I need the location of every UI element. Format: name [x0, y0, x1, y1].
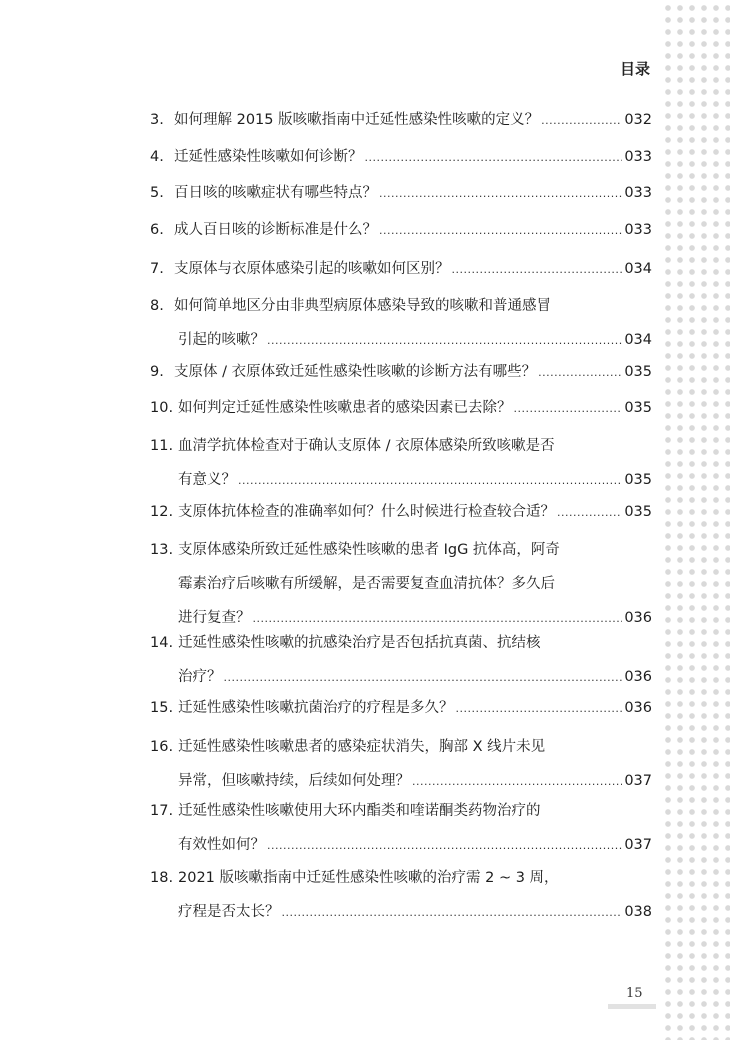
dot-leader — [452, 261, 623, 279]
dot-leader — [456, 700, 623, 718]
page-header-title: 目录 — [619, 60, 650, 78]
dot-leader — [514, 400, 623, 418]
dot-leader — [224, 669, 623, 687]
dot-leader — [238, 472, 622, 490]
toc-entry-title: 霉素治疗后咳嗽有所缓解，是否需要复查血清抗体？多久后 — [178, 576, 555, 592]
toc-entry-number: 8. — [150, 298, 164, 314]
toc-entry-number: 6. — [150, 222, 164, 238]
toc-entry-page: 035 — [624, 400, 652, 416]
toc-entry-title: 有意义？ — [178, 472, 236, 488]
toc-entry-page: 035 — [624, 472, 652, 488]
toc-entry-number: 16. — [150, 739, 174, 755]
toc-entry-title: 2021 版咳嗽指南中迁延性感染性咳嗽的治疗需 2 ~ 3 周， — [178, 870, 559, 886]
dot-leader — [538, 364, 622, 382]
toc-entry-number: 3. — [150, 112, 164, 128]
dot-leader — [557, 504, 622, 522]
toc-entry-number: 4. — [150, 149, 164, 165]
dot-leader — [365, 149, 623, 167]
toc-entry-number: 9. — [150, 364, 164, 380]
dot-leader — [379, 222, 622, 240]
toc-entry-title: 血清学抗体检查对于确认支原体 / 衣原体感染所致咳嗽是否 — [178, 438, 555, 454]
toc-entry-title: 迁延性感染性咳嗽使用大环内酯类和喹诺酮类药物治疗的 — [178, 803, 541, 819]
toc-entry-title: 支原体 / 衣原体致迁延性感染性咳嗽的诊断方法有哪些？ — [174, 364, 537, 380]
dot-leader — [253, 610, 623, 628]
toc-entry-page: 036 — [624, 610, 652, 626]
toc-entry-title: 迁延性感染性咳嗽如何诊断？ — [174, 149, 363, 165]
toc-entry-title: 异常，但咳嗽持续，后续如何处理？ — [178, 773, 410, 789]
dot-leader — [412, 773, 622, 791]
toc-entry-number: 14. — [150, 635, 174, 651]
toc-entry-title: 支原体抗体检查的准确率如何？什么时候进行检查较合适？ — [178, 504, 555, 520]
dot-leader — [282, 904, 623, 922]
toc-entry-title: 疗程是否太长？ — [178, 904, 280, 920]
dot-leader — [267, 332, 622, 350]
toc-entry-number: 11. — [150, 438, 174, 454]
page-number-bar — [608, 1004, 656, 1009]
toc-entry-number: 10. — [150, 400, 174, 416]
toc-entry-page: 035 — [624, 364, 652, 380]
toc-entry-page: 033 — [624, 222, 652, 238]
toc-entry-page: 037 — [624, 773, 652, 789]
toc-entry-title: 成人百日咳的诊断标准是什么？ — [174, 222, 377, 238]
toc-entry-number: 7. — [150, 261, 164, 277]
toc-entry-number: 13. — [150, 542, 174, 558]
toc-entry-number: 17. — [150, 803, 174, 819]
toc-entry-page: 033 — [624, 185, 652, 201]
toc-entry-number: 15. — [150, 700, 174, 716]
toc-entry-title: 进行复查？ — [178, 610, 251, 626]
page-number: 15 — [626, 986, 643, 1001]
toc-entry-title: 如何理解 2015 版咳嗽指南中迁延性感染性咳嗽的定义？ — [174, 112, 540, 128]
toc-entry-title: 支原体感染所致迁延性感染性咳嗽的患者 IgG 抗体高，阿奇 — [178, 542, 560, 558]
toc-entry-page: 036 — [624, 669, 652, 685]
toc-entry-title: 有效性如何？ — [178, 837, 265, 853]
toc-entry-title: 治疗？ — [178, 669, 222, 685]
toc-entry-page: 032 — [624, 112, 652, 128]
toc-entry-page: 037 — [624, 837, 652, 853]
toc-entry-number: 5. — [150, 185, 164, 201]
toc-entry-number: 12. — [150, 504, 174, 520]
toc-entry-title: 迁延性感染性咳嗽患者的感染症状消失，胸部 X 线片未见 — [178, 739, 546, 755]
toc-entry-number: 18. — [150, 870, 174, 886]
toc-entry-page: 034 — [624, 261, 652, 277]
toc-entry-page: 035 — [624, 504, 652, 520]
toc-entry-page: 038 — [624, 904, 652, 920]
toc-entry-title: 引起的咳嗽？ — [178, 332, 265, 348]
toc-entry-title: 如何简单地区分由非典型病原体感染导致的咳嗽和普通感冒 — [174, 298, 551, 314]
toc-entry-title: 迁延性感染性咳嗽抗菌治疗的疗程是多久？ — [178, 700, 454, 716]
toc-entry-title: 百日咳的咳嗽症状有哪些特点？ — [174, 185, 377, 201]
toc-entry-page: 033 — [624, 149, 652, 165]
toc-entry-title: 支原体与衣原体感染引起的咳嗽如何区别？ — [174, 261, 450, 277]
dot-leader — [541, 112, 622, 130]
dot-leader — [267, 837, 622, 855]
dot-leader — [379, 185, 622, 203]
toc-entry-page: 034 — [624, 332, 652, 348]
toc-entry-page: 036 — [624, 700, 652, 716]
toc-entry-title: 迁延性感染性咳嗽的抗感染治疗是否包括抗真菌、抗结核 — [178, 635, 541, 651]
toc-entry-title: 如何判定迁延性感染性咳嗽患者的感染因素已去除？ — [178, 400, 512, 416]
